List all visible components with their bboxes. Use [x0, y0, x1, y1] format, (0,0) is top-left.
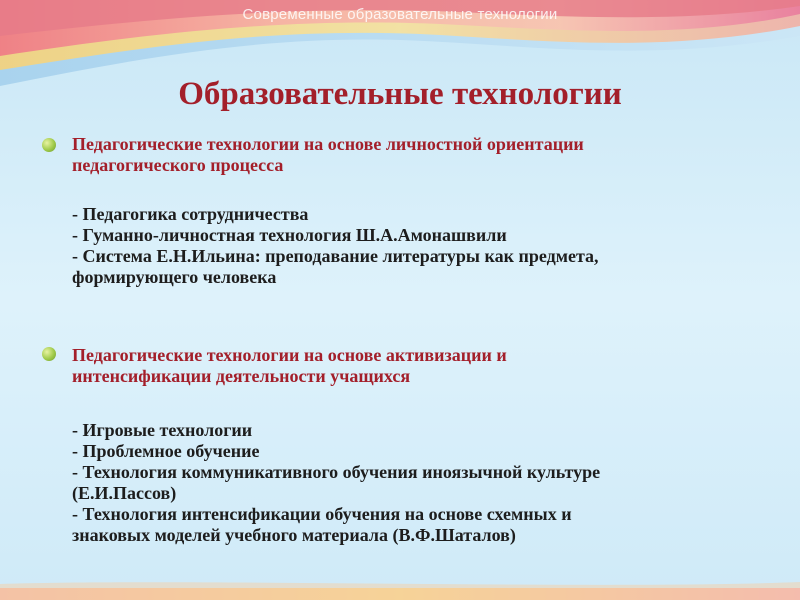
list-item: - Игровые технологии [72, 420, 253, 440]
section-list [72, 204, 752, 288]
section-heading [72, 134, 752, 176]
list-item: формирующего человека [72, 267, 277, 287]
slide-title: Образовательные технологии [178, 76, 622, 112]
section-list [72, 420, 752, 546]
list-item: (Е.И.Пассов) [72, 483, 177, 503]
list-item: - Гуманно-личностная технология Ш.А.Амонашвили [72, 225, 507, 245]
green-circle-bullet-icon [42, 138, 56, 152]
list-item: знаковых моделей учебного материала (В.Ф.Шаталов) [72, 525, 516, 545]
section-heading [72, 345, 752, 387]
list-item: - Технология интенсификации обучения на основе схемных и [72, 504, 572, 524]
section-heading-line: интенсификации деятельности учащихся [72, 366, 411, 386]
section-heading-line: педагогического процесса [72, 155, 284, 175]
section-heading-line: Педагогические технологии на основе личностной ориентации [72, 134, 584, 154]
list-item: - Педагогика сотрудничества [72, 204, 309, 224]
list-item: - Система Е.Н.Ильина: преподавание литературы как предмета, [72, 246, 599, 266]
list-item: - Технология коммуникативного обучения иноязычной культуре [72, 462, 601, 482]
list-item: - Проблемное обучение [72, 441, 260, 461]
green-circle-bullet-icon [42, 347, 56, 361]
section-heading-line: Педагогические технологии на основе активизации и [72, 345, 507, 365]
slide-header-text: Современные образовательные технологии [242, 6, 558, 23]
